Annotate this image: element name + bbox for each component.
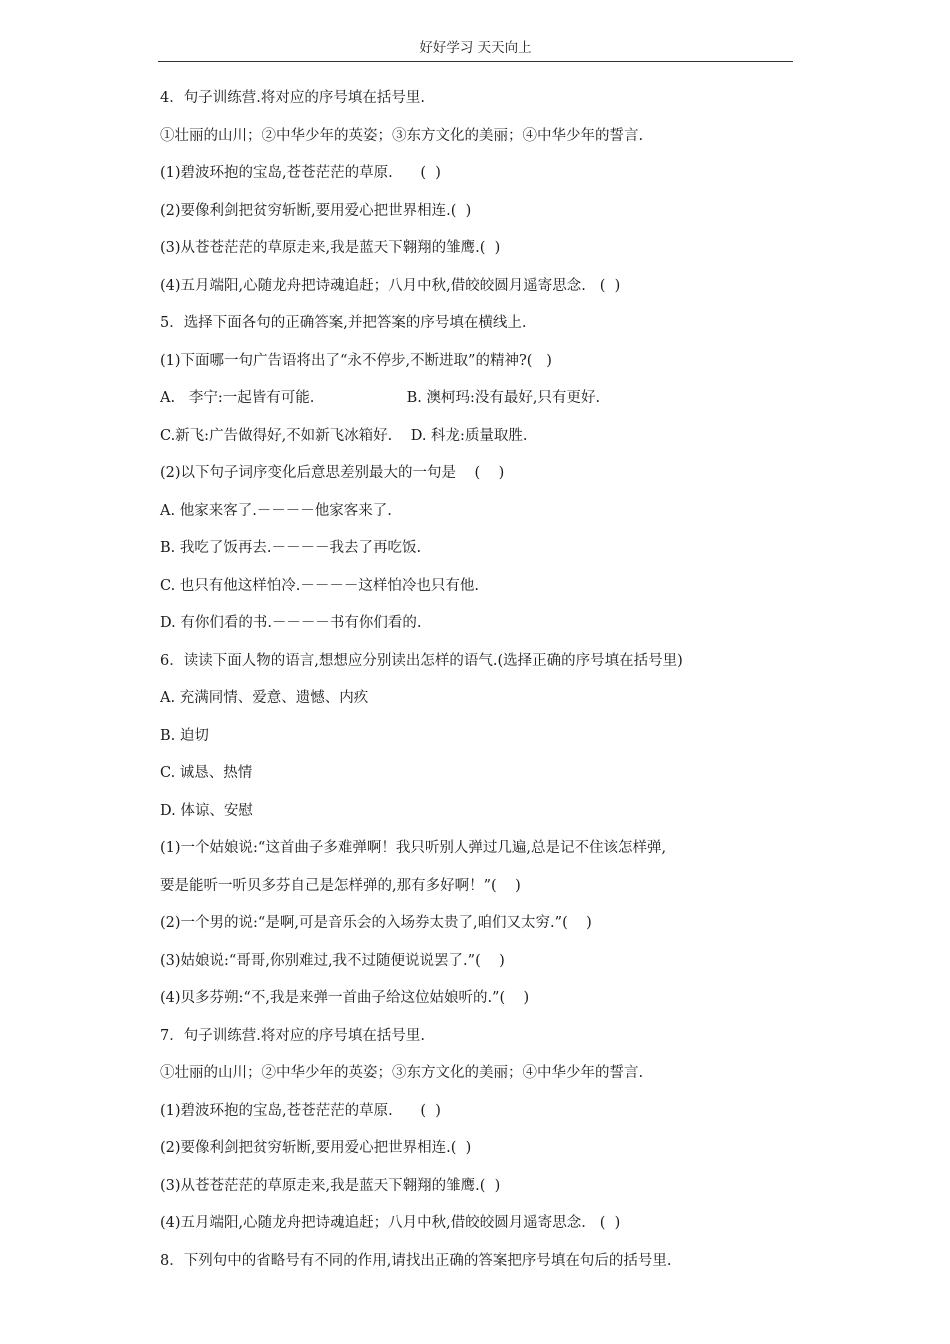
text-line: (4)贝多芬朔:“不,我是来弹一首曲子给这位姑娘听的.”( ) <box>160 990 530 1006</box>
text-line: D. 体谅、安慰 <box>160 802 253 819</box>
document-body <box>160 80 800 1280</box>
text-line: 4．句子训练营.将对应的序号填在括号里. <box>160 90 425 106</box>
text-line: (2)要像利剑把贫穷斩断,要用爱心把世界相连.( ) <box>160 1140 472 1156</box>
header-divider <box>158 61 793 62</box>
text-line: (1)碧波环抱的宝岛,苍苍茫茫的草原. ( ) <box>160 1102 441 1119</box>
text-line: (1)一个姑娘说:“这首曲子多难弹啊！我只听别人弹过几遍,总是记不住该怎样弹, <box>160 840 667 856</box>
text-line: A. 他家来客了.－－－－他家客来了. <box>160 502 392 519</box>
text-line: 要是能听一听贝多芬自己是怎样弹的,那有多好啊！”( ) <box>160 877 521 894</box>
text-line: (4)五月端阳,心随龙舟把诗魂追赶；八月中秋,借皎皎圆月遥寄思念. ( ) <box>160 277 621 294</box>
text-line: 8．下列句中的省略号有不同的作用,请找出正确的答案把序号填在句后的括号里. <box>160 1252 672 1269</box>
text-line: (2)以下句子词序变化后意思差别最大的一句是 ( ) <box>160 465 505 481</box>
text-line: A. 充满同情、爱意、遗憾、内疚 <box>160 690 369 706</box>
text-line: (1)碧波环抱的宝岛,苍苍茫茫的草原. ( ) <box>160 165 441 181</box>
text-line: (2)一个男的说:“是啊,可是音乐会的入场券太贵了,咱们又太穷.”( ) <box>160 915 592 931</box>
text-line: (3)从苍苍茫茫的草原走来,我是蓝天下翱翔的雏鹰.( ) <box>160 1177 501 1194</box>
text-line: (4)五月端阳,心随龙舟把诗魂追赶；八月中秋,借皎皎圆月遥寄思念. ( ) <box>160 1215 621 1231</box>
text-line: 5．选择下面各句的正确答案,并把答案的序号填在横线上. <box>160 315 527 331</box>
text-line: ①壮丽的山川；②中华少年的英姿；③东方文化的美丽；④中华少年的誓言. <box>160 1065 644 1081</box>
text-line: A. 李宁:一起皆有可能. B. 澳柯玛:没有最好,只有更好. <box>160 390 601 406</box>
text-line: B. 我吃了饭再去.－－－－我去了再吃饭. <box>160 540 422 556</box>
text-line: B. 迫切 <box>160 727 209 744</box>
page-header: 好好学习 天天向上 <box>419 40 532 56</box>
text-line: C. 诚恳、热情 <box>160 765 253 781</box>
text-line: D. 有你们看的书.－－－－书有你们看的. <box>160 615 422 631</box>
text-line: (1)下面哪一句广告语将出了“永不停步,不断进取”的精神?( ) <box>160 352 552 369</box>
text-line: (2)要像利剑把贫穷斩断,要用爱心把世界相连.( ) <box>160 202 472 219</box>
text-line: C.新飞:广告做得好,不如新飞冰箱好. D. 科龙:质量取胜. <box>160 427 528 444</box>
text-line: ①壮丽的山川；②中华少年的英姿；③东方文化的美丽；④中华少年的誓言. <box>160 127 644 144</box>
text-line: 6．读读下面人物的语言,想想应分别读出怎样的语气.(选择正确的序号填在括号里) <box>160 652 683 669</box>
text-line: (3)姑娘说:“哥哥,你别难过,我不过随便说说罢了.”( ) <box>160 952 505 969</box>
text-line: C. 也只有他这样怕冷.－－－－这样怕冷也只有他. <box>160 577 480 594</box>
text-line: 7．句子训练营.将对应的序号填在括号里. <box>160 1027 425 1044</box>
text-line: (3)从苍苍茫茫的草原走来,我是蓝天下翱翔的雏鹰.( ) <box>160 240 501 256</box>
